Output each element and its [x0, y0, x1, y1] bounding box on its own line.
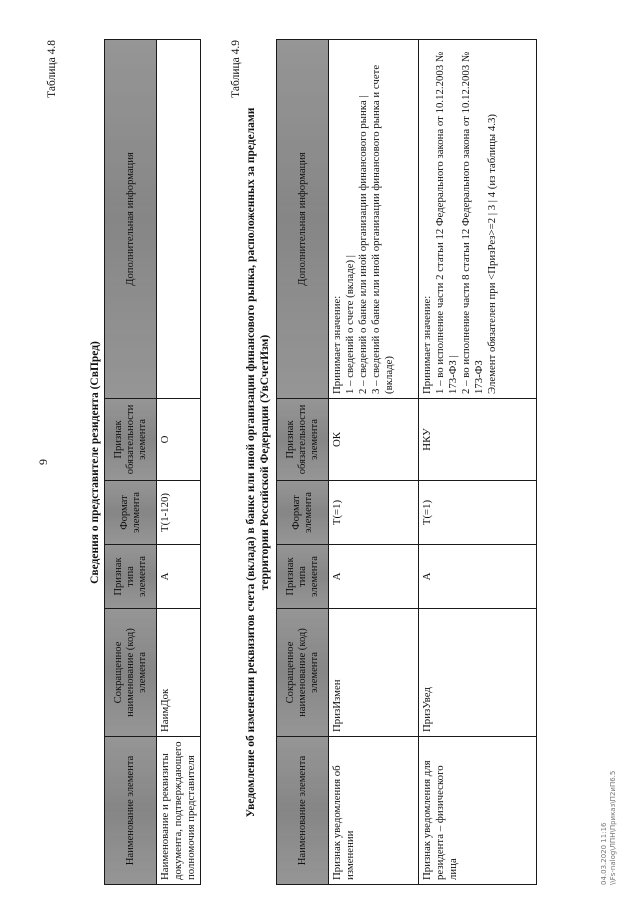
cell-element-required: О [157, 399, 201, 481]
cell-element-name: Признак уведомления для резидента – физического лица [419, 737, 537, 885]
table-4-9-header-row [277, 40, 329, 885]
header-element-required: Признак обязательности элемента [277, 399, 329, 481]
cell-additional-info [419, 40, 537, 399]
cell-element-code: ПризУвед [419, 609, 537, 737]
header-additional-info: Дополнительная информация [105, 40, 157, 399]
cell-element-code: ПризИзмен [329, 609, 419, 737]
header-element-name: Наименование элемента [105, 737, 157, 885]
cell-element-format: Т(=1) [419, 481, 537, 545]
cell-element-type: А [329, 545, 419, 609]
cell-element-required: НКУ [419, 399, 537, 481]
info-line: 3 – сведений о банке или иной организации финансового рынка и счете (вкладе) [370, 64, 395, 394]
header-additional-info: Дополнительная информация [277, 40, 329, 399]
footer-stamp [600, 685, 618, 885]
table-4-8 [104, 39, 201, 885]
footer-date: 04.03.2020 11:16 [600, 822, 608, 885]
header-element-required: Признак обязательности элемента [105, 399, 157, 481]
cell-element-name: Наименование и реквизиты документа, подтверждающего полномочия представителя [157, 737, 201, 885]
table-4-8-label: Таблица 4.8 [46, 40, 58, 98]
header-element-name: Наименование элемента [277, 737, 329, 885]
cell-element-format: Т(=1) [329, 481, 419, 545]
footer-path: \\Fs-nalog\ЛПН\Приказ\П2иП6.5 [609, 770, 617, 885]
header-element-format: Формат элемента [105, 481, 157, 545]
table-4-8-title: Сведения о представителе резидента (СвПред) [89, 341, 101, 584]
info-line: Принимает значение: [331, 295, 343, 394]
cell-element-required: ОК [329, 399, 419, 481]
cell-element-type: А [419, 545, 537, 609]
table-4-9 [276, 39, 537, 885]
info-line: 1 – сведений о счете (вкладе) | [344, 255, 356, 394]
cell-element-format: Т(1-120) [157, 481, 201, 545]
table-4-9-title-line1: Уведомление об изменении реквизитов счета (вклада) в банке или иной организации финансового рынка, расположенных за пределами [245, 107, 257, 818]
info-line: Элемент обязателен при <ПризРез>=2 | 3 | 4 (из таблицы 4.3) [486, 114, 498, 394]
info-line: 1 – во исполнение части 2 статьи 12 Федерального закона от 10.12.2003 № 173-ФЗ | [434, 51, 459, 394]
header-element-code: Сокращенное наименование (код) элемента [277, 609, 329, 737]
header-element-code: Сокращенное наименование (код) элемента [105, 609, 157, 737]
cell-element-name: Признак уведомления об изменении [329, 737, 419, 885]
table-4-8-header-row [105, 40, 157, 885]
table-row [157, 40, 201, 885]
cell-additional-info [329, 40, 419, 399]
page-number: 9 [36, 459, 50, 465]
info-line: 2 – сведений о банке или иной организации финансового рынка | [357, 95, 369, 394]
info-line: Принимает значение: [421, 295, 433, 394]
header-element-format: Формат элемента [277, 481, 329, 545]
table-row [329, 40, 419, 885]
cell-element-code: НаимДок [157, 609, 201, 737]
header-element-type: Признак типа элемента [105, 545, 157, 609]
cell-additional-info [157, 40, 201, 399]
table-row [419, 40, 537, 885]
table-4-9-label: Таблица 4.9 [230, 40, 242, 98]
header-element-type: Признак типа элемента [277, 545, 329, 609]
info-line: 2 – во исполнение части 8 статьи 12 Федерального закона от 10.12.2003 № 173-ФЗ [460, 51, 485, 394]
table-4-9-title-line2: территории Российской Федерации (УвСчетИзм) [259, 334, 271, 591]
cell-element-type: А [157, 545, 201, 609]
